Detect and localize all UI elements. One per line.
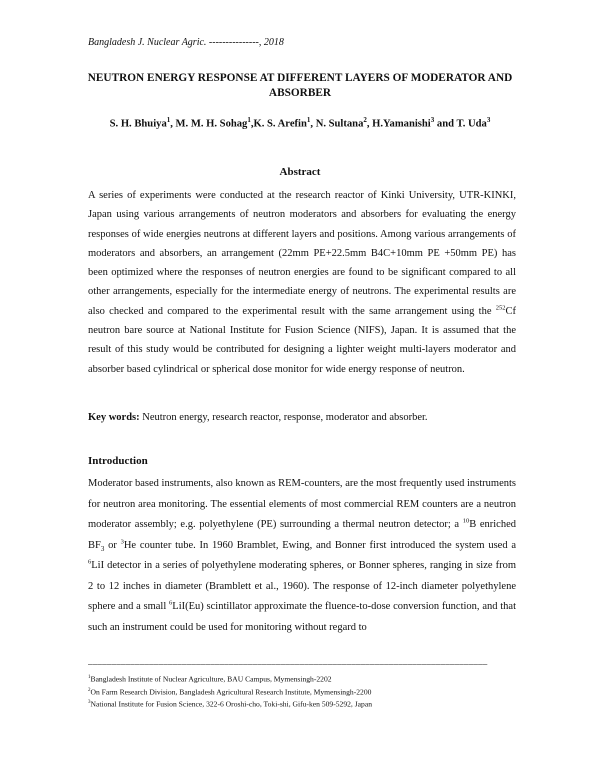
introduction-heading: Introduction [88,455,148,467]
author-name: T. Uda [456,118,487,130]
author-affiliation-mark: 3 [486,116,491,124]
running-head: Bangladesh J. Nuclear Agric. ---------------, 2018 [88,37,284,48]
paper-title: NEUTRON ENERGY RESPONSE AT DIFFERENT LAYERS OF MODERATOR AND ABSORBER [87,72,513,99]
footnote-text: Bangladesh Institute of Nuclear Agriculture, BAU Campus, Mymensingh-2202 [90,674,332,684]
author-separator: , [310,118,316,130]
abstract-body [88,186,516,379]
intro-text: or [104,539,121,551]
isotope-mass: 10 [462,517,470,525]
intro-text: He counter tube. In 1960 Bramblet, Ewing, and Bonner first introduced the system used a [123,539,517,551]
introduction-body [88,474,516,638]
abstract-heading: Abstract [279,166,321,178]
isotope-mass: 6 [169,599,173,607]
author-list [70,116,530,130]
isotope-mass: 3 [120,538,124,545]
footnote [88,697,372,710]
author-separator: ,K. S. [250,118,278,130]
footnote-number: 3 [88,700,91,706]
author-name: Arefin [277,118,307,130]
footnote-text: National Institute for Fusion Science, 322-6 Oroshi-cho, Toki-shi, Gifu-ken 509-5292, Japan [90,699,373,709]
author-name: H.Yamanishi [372,118,431,130]
intro-text: LiI(Eu) scintillator approximate the fluence-to-dose conversion function, and that such an instrument could be used for monitoring without regard to [88,601,516,633]
author-name: M. M. H. Sohag [175,118,248,130]
keywords-text: Neutron energy, research reactor, response, moderator and absorber. [139,412,428,423]
author-affiliation-mark: 1 [306,116,311,124]
chemical-subscript: 3 [100,544,105,553]
isotope-mass: 252 [495,304,506,312]
author-separator: and [434,118,457,130]
footnote-number: 1 [88,675,91,680]
intro-text: LiI detector in a series of polyethylene moderating spheres, or Bonner spheres, ranging in size from 2 to 12 inches in diameter (Bramblett et al., 1960). The response of 12-inch diameter polyethylene sphere and a small [88,560,516,612]
author-affiliation-mark: 3 [430,116,435,124]
author-separator: , [170,118,176,130]
author-affiliation-mark: 1 [166,116,171,124]
author-separator: , [366,118,373,130]
author-affiliation-mark: 1 [247,116,251,124]
abstract-text: Cf neutron bare source at National Institute for Fusion Science (NIFS), Japan. It is assumed that the result of this study would be contributed for designing a lighter weight multi-layers moderator and absorber based cylindrical or spherical dose monitor for wide energy response of neutron. [88,305,516,375]
author-name: N. Sultana [315,118,364,130]
footnotes [88,672,372,710]
intro-text: B enriched BF [88,519,516,551]
keywords [88,412,516,423]
intro-text: Moderator based instruments, also known as REM-counters, are the most frequently used instruments for neutron area monitoring. The essential elements of most commercial REM counters are a neutron moderator assembly; e.g. polyethylene (PE) surrounding a thermal neutron detector; a [88,478,516,530]
footnote-text: On Farm Research Division, Bangladesh Agricultural Research Institute, Mymensingh-2200 [90,687,372,697]
isotope-mass: 6 [88,558,92,566]
footnote-number: 2 [88,687,91,693]
keywords-label: Key words: [88,412,140,423]
footnote-rule: _____________________________________________________________________________________ [88,656,488,666]
footnote [88,685,372,698]
author-affiliation-mark: 2 [363,116,367,124]
abstract-text: A series of experiments were conducted at the research reactor of Kinki University, UTR-KINKI, Japan using various arrangements of neutron moderators and absorbers for evaluating the energy responses of wide energies neutrons at different layers and positions. Among various arrangements of moderators and absorbers, an arrangement (22mm PE+22.5mm B4C+10mm PE +50mm PE) has been optimized where the responses of neutron energies are found to be significant compared to all other arrangements, especially for the intermediate energy of neutrons. The experimental results are also checked and compared to the experimental result with the same arrangement using the [88,190,516,317]
footnote [88,672,372,685]
author-name: S. H. Bhuiya [109,118,167,130]
